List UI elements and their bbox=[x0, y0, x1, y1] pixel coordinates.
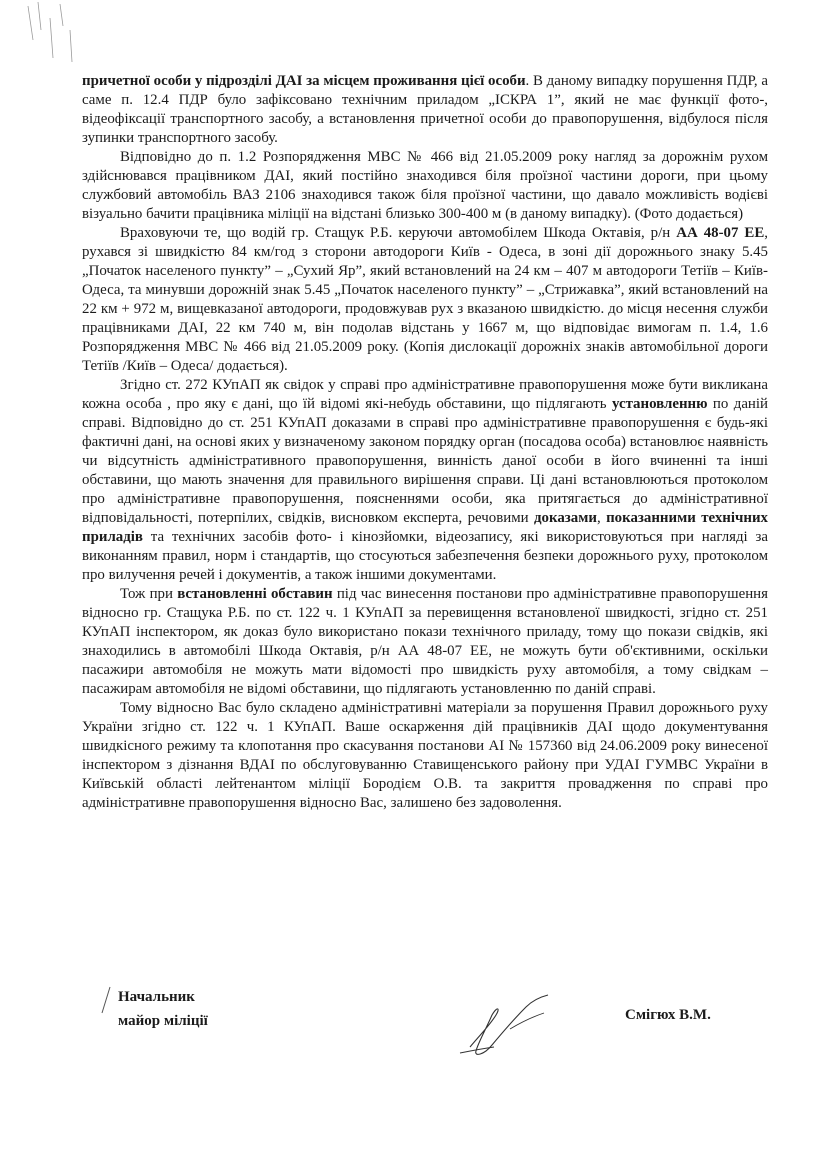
body-paragraph bbox=[82, 72, 768, 148]
paragraph-text: Згідно ст. 272 КУпАП як свідок у справі про адміністративне правопорушення може бути викликана кожна особа , про яку є дані, що їй відомі які-небудь обставини, що підлягають bbox=[82, 377, 768, 412]
paragraph-text: , bbox=[596, 510, 607, 526]
body-paragraph bbox=[82, 224, 768, 376]
paragraph-text: , рухався зі швидкістю 84 км/год з сторони автодороги Київ - Одеса, в зоні дії дорожнього знаку 5.45 „Початок населеного пункту” – „Сухий Яр”, який встановлений на 24 км – 407 м автодороги Тетіїв – Київ-Одеса, та минувши дорожній знак 5.45 „Початок населеного пункту” – „Стрижавка”, який встановлений на 22 км + 972 м, вищевказаної автодороги, продовжував рух з вказаною швидкістю. до місця несення служби працівниками ДАІ, 22 км 740 м, він подолав відстань у 1667 м, що відповідає вимогам п. 1.4, 1.6 Розпорядження МВС № 466 від 21.05.2009 року. (Копія дислокації дорожніх знаків автомобільної дороги Тетіїв /Київ – Одеса/ додається). bbox=[82, 225, 769, 374]
paragraph-text: Тож при bbox=[120, 586, 178, 602]
paragraph-text: по даній справі. Відповідно до ст. 251 КУпАП доказами в справі про адміністративне правопорушення є будь-які фактичні дані, на основі яких у визначеному законом порядку орган (посадова особа) встановлює наявність чи відсутність адміністративного правопорушення, винність даної особи в його вчиненні та інші обставини, що мають значення для правильного вирішення справи. Ці дані встановлюються протоколом про адміністративне правопорушення, поясненнями особи, яка притягається до адміністративної відповідальності, потерпілих, свідків, висновком експерта, речовими bbox=[82, 396, 768, 526]
body-paragraph bbox=[82, 148, 768, 224]
signatory-title bbox=[118, 985, 208, 1033]
handwritten-signature bbox=[440, 985, 560, 1065]
body-paragraph bbox=[82, 585, 768, 699]
emphasized-text: показанними технічних приладів bbox=[82, 510, 768, 545]
paragraph-text: Враховуючи те, що водій гр. Стащук Р.Б. керуючи автомобілем Шкода Октавія, р/н bbox=[120, 225, 677, 241]
letter-body bbox=[82, 72, 768, 813]
emphasized-text: доказами bbox=[534, 510, 597, 526]
emphasized-text: встановленні обставин bbox=[177, 586, 333, 602]
paragraph-text: Відповідно до п. 1.2 Розпорядження МВС № 466 від 21.05.2009 року нагляд за дорожнім рухом здійснювався працівником ДАІ, який постійно знаходився біля проїзної частини дороги, при цьому службовий автомобіль ВАЗ 2106 знаходився також біля проїзної частини, що давало можливість водієві візуально бачити працівника міліції на відстані близько 300-400 м (в даному випадку). (Фото додається) bbox=[82, 149, 768, 222]
body-paragraph bbox=[82, 699, 768, 813]
emphasized-text: установленню bbox=[611, 396, 708, 412]
paragraph-text: під час винесення постанови про адміністративне правопорушення відносно гр. Стащука Р.Б. по ст. 122 ч. 1 КУпАП за перевищення встановленої швидкості, згідно ст. 251 КУпАП інспектором, як доказ було використано покази технічного приладу, тому що покази свідків, які знаходились в автомобілі Шкода Октавія, р/н АА 48-07 ЕЕ, не можуть бути об'єктивними, оскільки пасажири автомобіля не можуть мати відомості про швидкість руху автомобіля, а тому свідкам – пасажирам автомобіля не відомі обставини, що підлягають установленню по даній справі. bbox=[82, 586, 768, 697]
paragraph-text: та технічних засобів фото- і кінозйомки, відеозапису, які використовуються при нагляді за виконанням правил, норм і стандартів, що стосуються забезпечення безпеки дорожнього руху, протоколом про вилучення речей і документів, а також іншими документами. bbox=[82, 529, 768, 583]
emphasized-text: причетної особи у підрозділі ДАІ за місцем проживання цієї особи bbox=[82, 73, 526, 89]
signatory-rank: майор міліції bbox=[118, 1013, 208, 1029]
signatory-name: Смігюх В.М. bbox=[625, 1007, 711, 1023]
emphasized-text: АА 48-07 ЕЕ bbox=[676, 225, 765, 241]
margin-check-mark bbox=[96, 985, 118, 1015]
paragraph-text: . В даному випадку порушення ПДР, а саме п. 12.4 ПДР було зафіксовано технічним приладом „ІСКРА 1”, який не має функції фото-, відеофіксації транспортного засобу, а встановлення причетної особи до правопорушення, відбулося після зупинки транспортного засобу. bbox=[82, 73, 768, 146]
body-paragraph bbox=[82, 376, 768, 585]
paragraph-text: Тому відносно Вас було складено адміністративні матеріали за порушення Правил дорожнього руху України згідно ст. 122 ч. 1 КУпАП. Ваше оскарження дій працівників ДАІ щодо документування швидкісного режиму та клопотання про скасування постанови АІ № 157360 від 24.06.2009 року винесеної інспектором з дізнання ВДАІ по обслуговуванню Ставищенського району при УДАІ ГУМВС України в Київській області лейтенантом міліції Бородієм О.В. та закриття провадження по справі про адміністративне правопорушення відносно Вас, залишено без задоволення. bbox=[82, 700, 768, 811]
signatory-position: Начальник bbox=[118, 989, 195, 1005]
